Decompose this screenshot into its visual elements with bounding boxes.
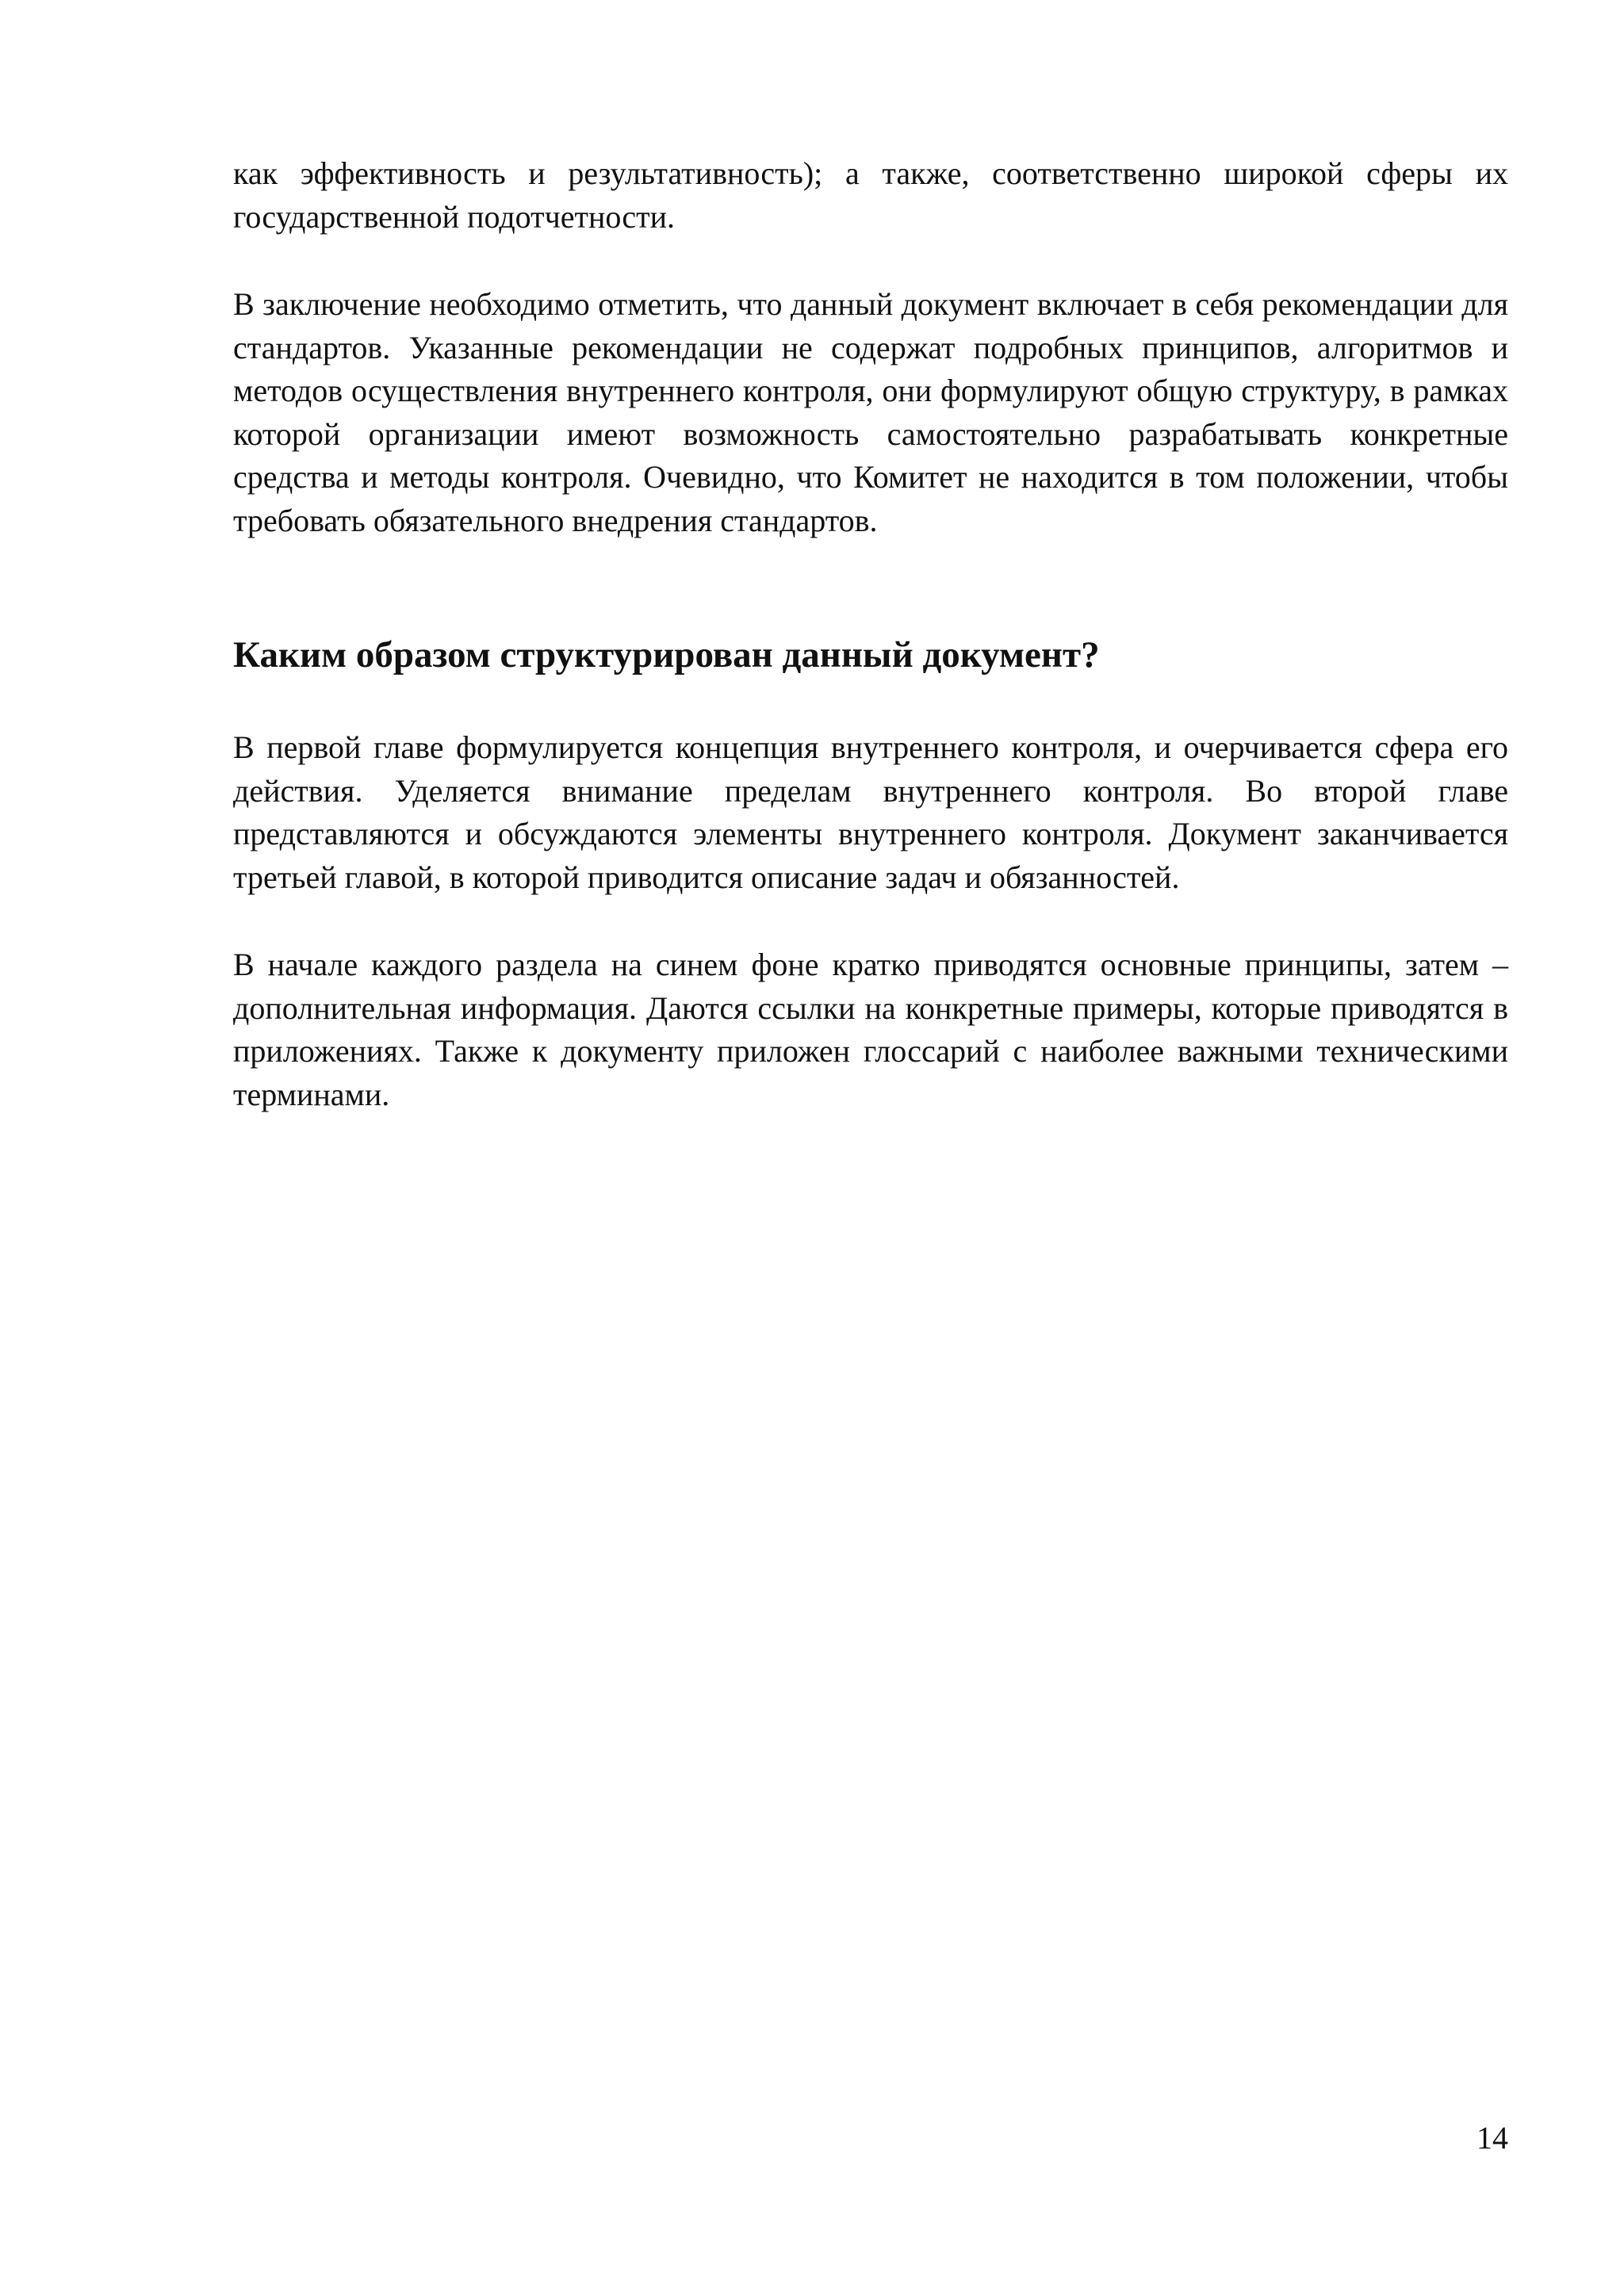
page-content (233, 152, 1508, 1116)
paragraph-structure: В первой главе формулируется концепция внутреннего контроля, и очерчивается сфера его действия. Уделяется внимание пределам внутреннего контроля. Во второй главе представляются и обсуждаются элементы внутреннего контроля. Документ заканчивается третьей главой, в которой приводится описание задач и обязанностей. (233, 729, 1508, 895)
paragraph-continuation: как эффективность и результативность); а также, соответственно широкой сферы их государственной подотчетности. (233, 155, 1508, 235)
paragraph-conclusion: В заключение необходимо отметить, что данный документ включает в себя рекомендации для стандартов. Указанные рекомендации не содержат подробных принципов, алгоритмов и методов осуществления внутреннего контроля, они формулируют общую структуру, в рамках которой организации имеют возможность самостоятельно разрабатывать конкретные средства и методы контроля. Очевидно, что Комитет не находится в том положении, чтобы требовать обязательного внедрения стандартов. (233, 286, 1508, 538)
section-heading: Каким образом структурирован данный документ? (233, 634, 1100, 675)
page-number: 14 (1477, 2120, 1508, 2156)
paragraph-section-layout: В начале каждого раздела на синем фоне кратко приводятся основные принципы, затем – дополнительная информация. Даются ссылки на конкретные примеры, которые приводятся в приложениях. Также к документу приложен глоссарий с наиболее важными техническими терминами. (233, 947, 1508, 1112)
